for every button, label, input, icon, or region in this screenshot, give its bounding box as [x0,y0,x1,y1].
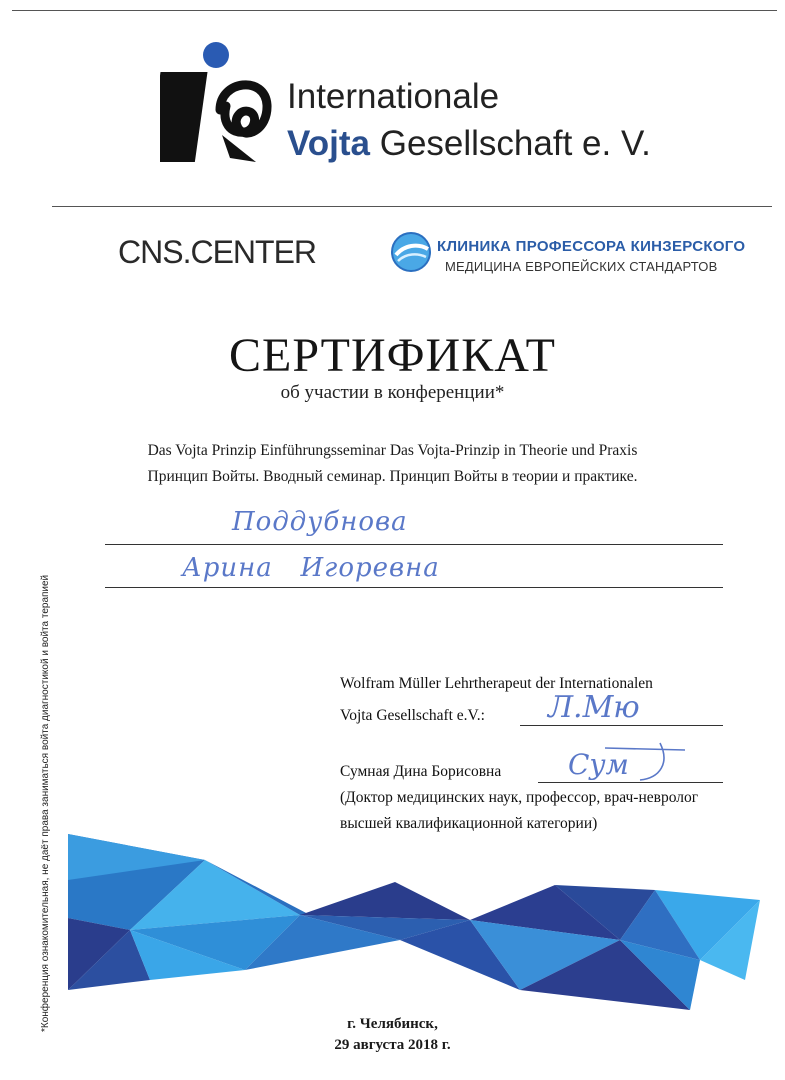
doctor-credentials-1: (Доктор медицинских наук, профессор, врач-невролог [340,789,699,806]
disclaimer-side-note: *Конференция ознакомительная, не даёт права заниматься войта диагностикой и войта терапией [40,574,51,1032]
course-title-de: Das Vojta Prinzip Einführungsseminar Das Vojta-Prinzip in Theorie und Praxis [147,442,638,459]
logo-i-stroke [160,72,208,162]
participant-surname: Поддубнова [232,507,408,537]
footer-city: г. Челябинск, [347,1016,438,1032]
clinic-tagline: МЕДИЦИНА ЕВРОПЕЙСКИХ СТАНДАРТОВ [445,259,718,274]
instructor-label-2: Vojta Gesellschaft e.V.: [340,707,485,724]
vojta-logo [160,40,272,165]
certificate-subtitle: об участии в конференции* [280,382,505,403]
logo-swirl [220,85,267,133]
doctor-signature-line [538,782,723,783]
doctor-name: Сумная Дина Борисовна [340,763,502,780]
instructor-label-1: Wolfram Müller Lehrtherapeut der Internationalen [340,675,653,692]
doctor-signature-flourish [600,738,690,788]
participant-line-1 [105,544,723,545]
org-name-line1: Internationale [287,77,500,116]
logo-dot [203,42,229,68]
header-divider [52,206,772,207]
participant-name: Арина Игоревна [182,553,440,583]
instructor-signature: Л.Мю [548,690,640,725]
org-name-line2 [287,124,651,164]
clinic-globe-icon [390,231,432,273]
doctor-credentials-2: высшей квалификационной категории) [340,815,598,832]
footer-date: 29 августа 2018 г. [334,1037,451,1053]
decorative-blue-band [0,820,785,1040]
clinic-name: КЛИНИКА ПРОФЕССОРА КИНЗЕРСКОГО [437,238,746,255]
certificate-title: СЕРТИФИКАТ [229,329,556,382]
org-name-rest: Gesellschaft e. V. [379,124,651,163]
cns-center-logo: CNS.CENTER [118,234,317,270]
logo-tail [222,135,256,162]
doctor-signature: Сум [568,748,629,781]
course-title-ru: Принцип Войты. Вводный семинар. Принцип Войты в теории и практике. [147,468,638,485]
org-name-vojta: Vojta [287,124,370,163]
participant-line-2 [105,587,723,588]
footer-city-date [0,1014,785,1056]
top-border-line [12,10,777,11]
instructor-signature-line [520,725,723,726]
